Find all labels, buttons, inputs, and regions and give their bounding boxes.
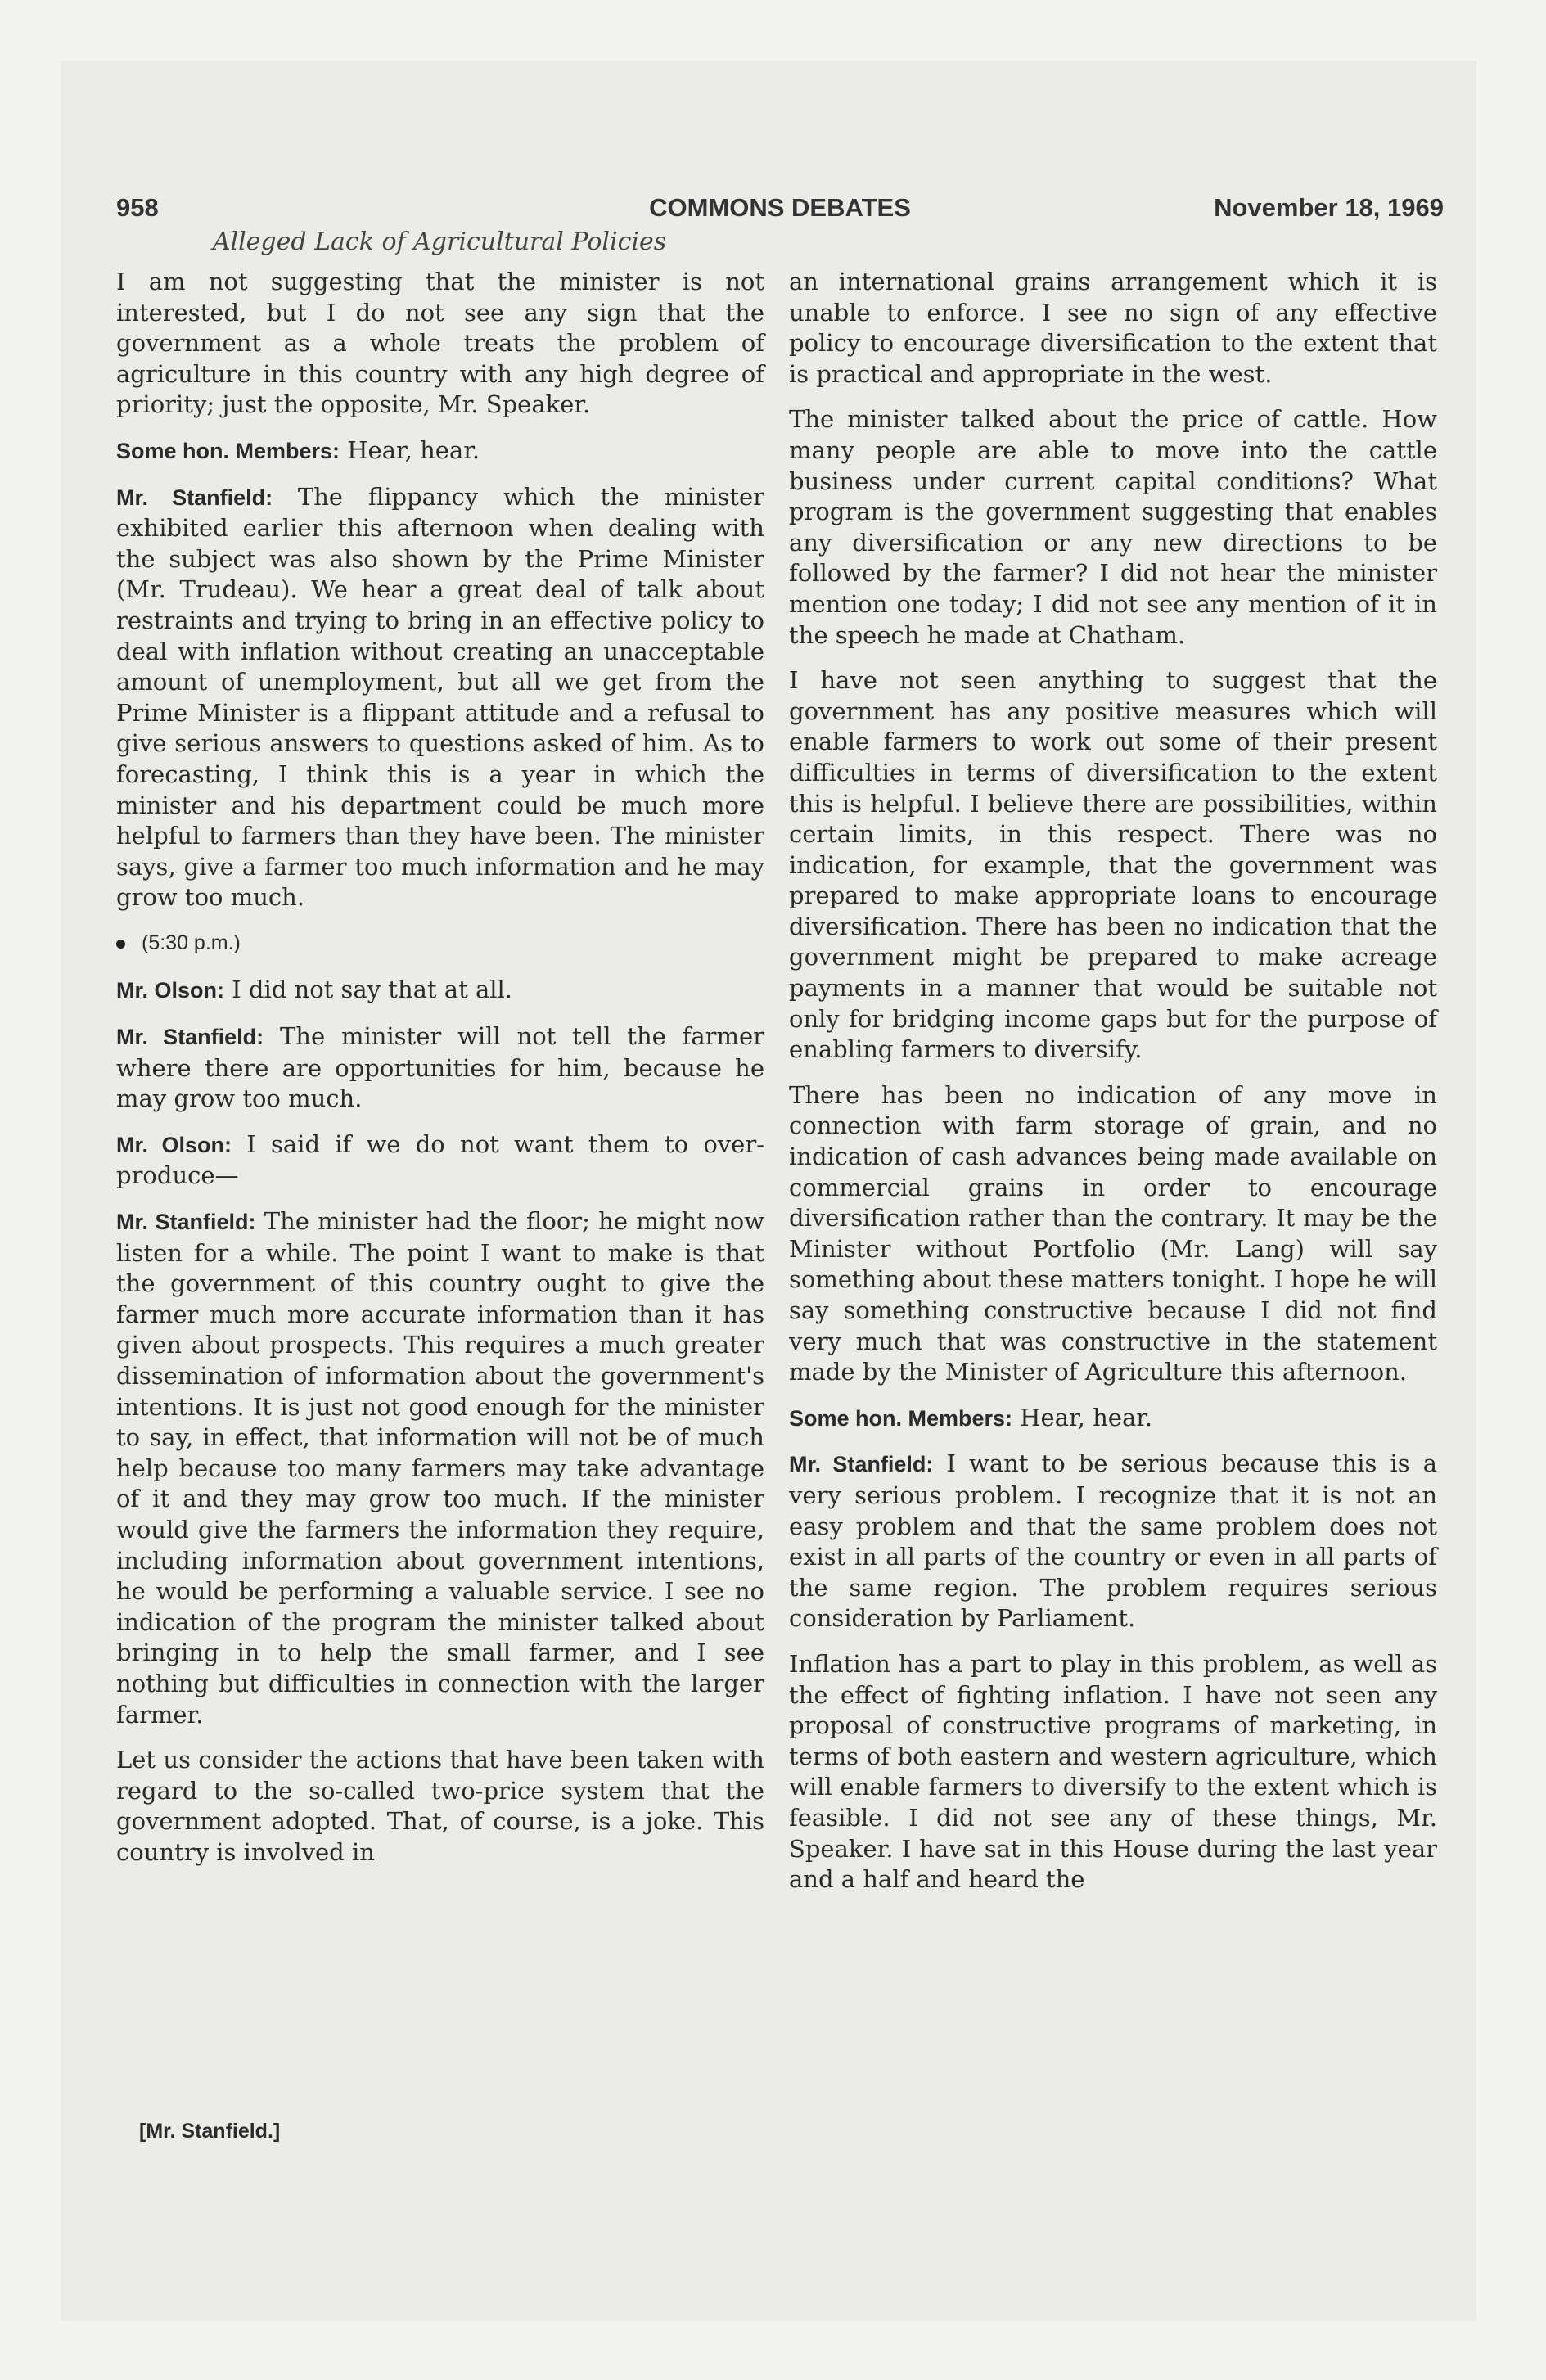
page-footer: [Mr. Stanfield.]	[139, 2120, 281, 2143]
paragraph	[116, 1021, 764, 1115]
paragraph-text: Inflation has a part to play in this problem, as well as the effect of fighting inflation. I have not seen any proposal of constructive programs of marketing, in terms of both eastern and western agriculture, which will enable farmers to diversify to the extent which is feasible. I did not see any of these things, Mr. Speaker. I have sat in this House during the last year and a half and heard the	[789, 1649, 1437, 1894]
left-column	[116, 267, 764, 1883]
paragraph	[789, 1649, 1437, 1895]
bullet-icon	[116, 940, 125, 949]
paragraph	[789, 1449, 1437, 1634]
paragraph-text: I am not suggesting that the minister is not interested, but I do not see any sign that the government as a whole treats the problem of agriculture in this country with any high degree of priority; just the opposite, Mr. Speaker.	[116, 268, 764, 419]
paragraph	[789, 1403, 1437, 1435]
paragraph-text: Let us consider the actions that have been taken with regard to the so-called two-price system that the government adopted. That, of course, is a joke. This country is involved in	[116, 1746, 764, 1866]
speaker-name: Mr. Stanfield:	[789, 1452, 934, 1477]
speaker-name: Some hon. Members:	[116, 438, 340, 463]
paragraph-text: There has been no indication of any move in connection with farm storage of grain, and no indication of cash advances being made available on commercial grains in order to encourage diversification rather than the contrary. It may be the Minister without Portfolio (Mr. Lang) will say something about these matters tonight. I hope he will say something constructive because I did not find very much that was constructive in the statement made by the Minister of Agriculture this afternoon.	[789, 1080, 1437, 1386]
time-stamp-row	[116, 928, 764, 959]
paragraph-text: I want to be serious because this is a very serious problem. I recognize that it is not an easy problem and that the same problem does not exist in all parts of the country or even in all parts of the same region. The problem requires serious consideration by Parliament.	[789, 1449, 1438, 1633]
right-column	[789, 267, 1437, 1910]
paragraph	[116, 1129, 764, 1192]
speaker-name: Some hon. Members:	[789, 1405, 1013, 1431]
paragraph-text: I said if we do not want them to over-produce—	[116, 1129, 765, 1190]
paragraph	[116, 1745, 764, 1868]
paragraph-text: The minister talked about the price of cattle. How many people are able to move into the cattle business under current capital conditions? What program is the government suggesting that enables any diversification or any new directions to be followed by the farmer? I did not hear the minister mention one today; I did not see any mention of it in the speech he made at Chatham.	[789, 405, 1437, 649]
paragraph-text: Hear, hear.	[347, 435, 480, 464]
time-stamp: (5:30 p.m.)	[142, 931, 241, 954]
paragraph-text: The minister had the floor; he might now listen for a while. The point I want to make is that the government of this country ought to give the farmer much more accurate information than it has given about prospects. This requires a much greater dissemination of information about the government's intentions. It is just not good enough for the minister to say, in effect, that information will not be of much help because too many farmers may take advantage of it and they may grow too much. If the minister would give the farmers the information they require, including information about government intentions, he would be performing a valuable service. I see no indication of the program the minister talked about bringing in to help the small farmer, and I see nothing but difficulties in connection with the larger farmer.	[116, 1207, 765, 1729]
page-number: 958	[116, 193, 159, 222]
speaker-name: Mr. Stanfield:	[116, 1210, 256, 1235]
paragraph-text: an international grains arrangement which it is unable to enforce. I see no sign of any effective policy to encourage diversification to the extent that is practical and appropriate in the west.	[789, 268, 1437, 388]
speaker-name: Mr. Olson:	[116, 1132, 232, 1157]
paragraph	[116, 267, 764, 421]
paragraph	[789, 665, 1437, 1066]
paragraph	[789, 267, 1437, 390]
section-title: Alleged Lack of Agricultural Policies	[212, 228, 667, 256]
speaker-name: Mr. Olson:	[116, 978, 225, 1003]
paragraph-text: Hear, hear.	[1020, 1403, 1153, 1431]
paragraph	[116, 1206, 764, 1730]
paragraph-text: The minister will not tell the farmer where there are opportunities for him, because he may grow too much.	[116, 1022, 765, 1113]
speaker-name: Mr. Stanfield:	[116, 1025, 264, 1050]
paragraph-text: The flippancy which the minister exhibited earlier this afternoon when dealing with the subject was also shown by the Prime Minister (Mr. Trudeau). We hear a great deal of talk about restraints and trying to bring in an effective policy to deal with inflation without creating an unacceptable amount of unemployment, but all we get from the Prime Minister is a flippant attitude and a refusal to give serious answers to questions asked of him. As to forecasting, I think this is a year in which the minister and his department could be much more helpful to farmers than they have been. The minister says, give a farmer too much information and he may grow too much.	[116, 482, 765, 912]
paragraph	[116, 975, 764, 1007]
paragraph	[116, 435, 764, 467]
paragraph	[116, 482, 764, 913]
paragraph-text: I have not seen anything to suggest that the government has any positive measures which will enable farmers to work out some of their present difficulties in terms of diversification to the extent this is helpful. I believe there are possibilities, within certain limits, in this respect. There was no indication, for example, that the government was prepared to make appropriate loans to encourage diversification. There has been no indication that the government might be prepared to make acreage payments in a manner that would be suitable not only for bridging income gaps but for the purpose of enabling farmers to diversify.	[789, 666, 1437, 1064]
paragraph	[789, 404, 1437, 651]
paragraph	[789, 1080, 1437, 1388]
speaker-name: Mr. Stanfield:	[116, 485, 273, 510]
paragraph-text: I did not say that at all.	[232, 976, 513, 1004]
publication-date: November 18, 1969	[1214, 193, 1444, 222]
publication-title: COMMONS DEBATES	[649, 193, 911, 222]
